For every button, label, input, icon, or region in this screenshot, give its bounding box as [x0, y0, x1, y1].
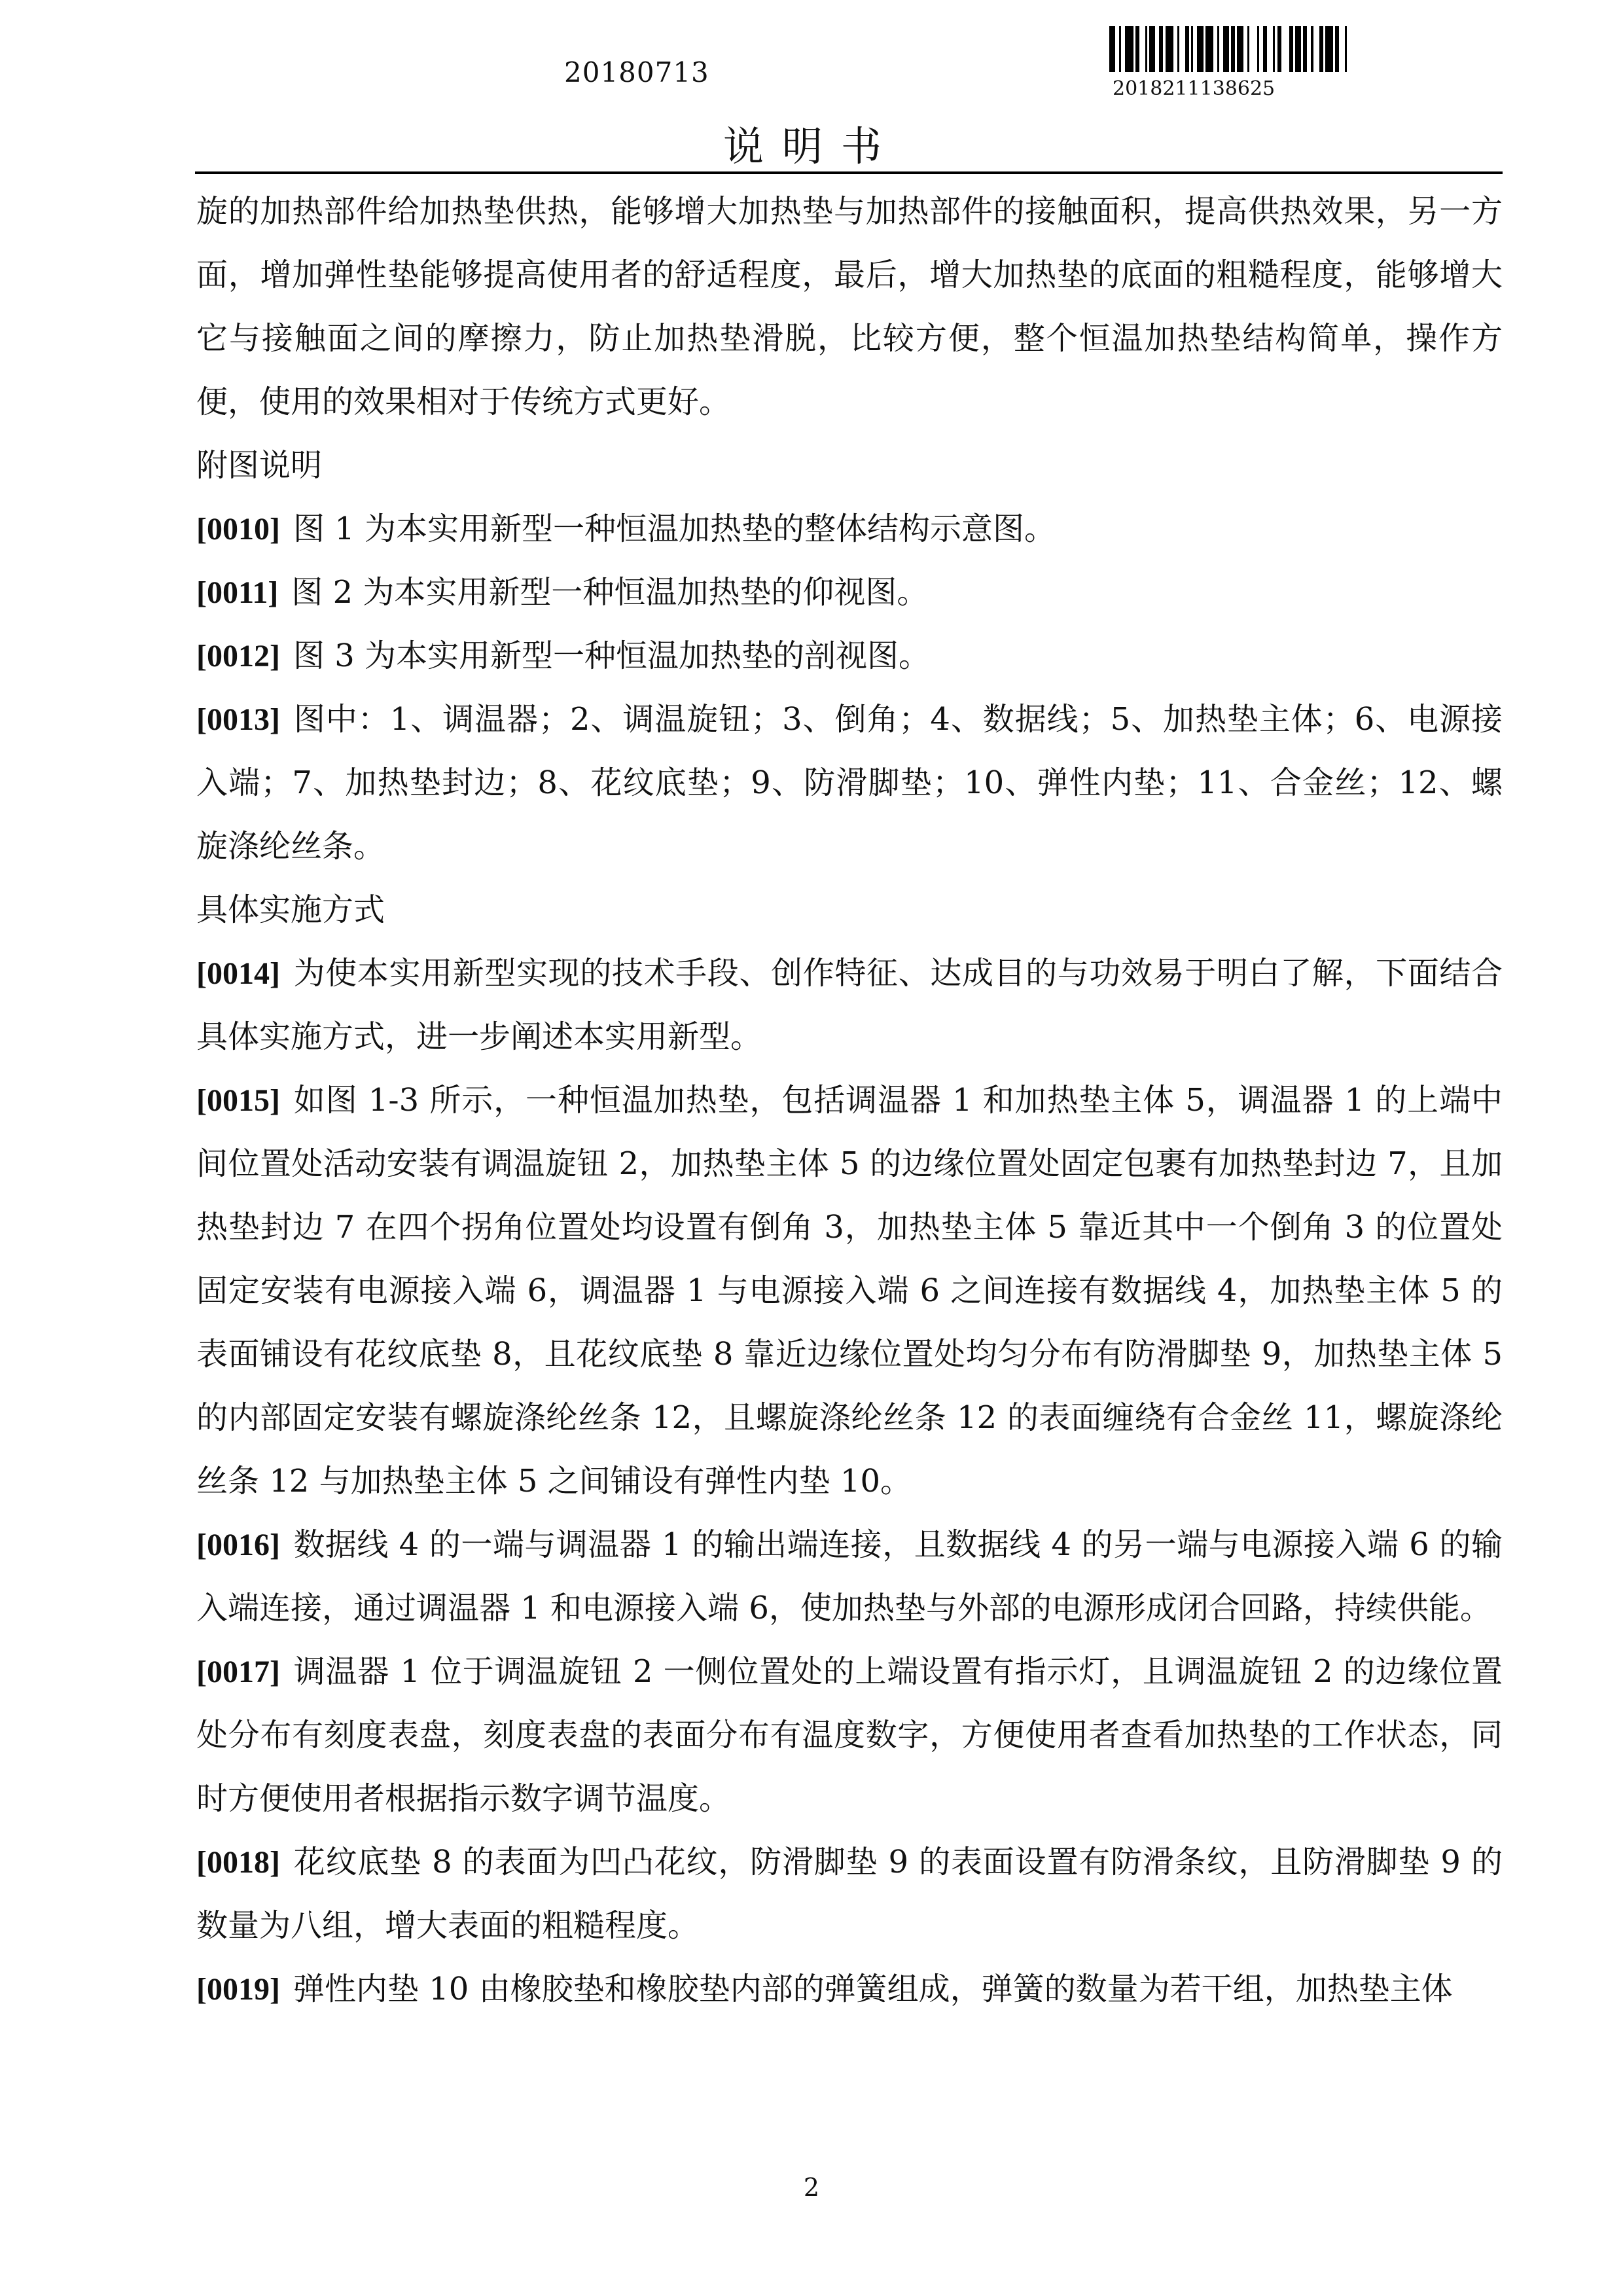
paragraph-number: [0010]: [196, 512, 280, 547]
paragraph-0014: [196, 942, 1503, 1069]
paragraph-text: 花纹底垫 8 的表面为凹凸花纹，防滑脚垫 9 的表面设置有防滑条纹，且防滑脚垫 9 的数量为八组，增大表面的粗糙程度。: [196, 1844, 1503, 1944]
paragraph-text: 数据线 4 的一端与调温器 1 的输出端连接，且数据线 4 的另一端与电源接入端 6 的输入端连接，通过调温器 1 和电源接入端 6，使加热垫与外部的电源形成闭合回路，持续供能。: [196, 1526, 1503, 1626]
paragraph-0018: [196, 1831, 1503, 1958]
section-heading-drawings: 附图说明: [196, 447, 323, 484]
date-stamp: 20180713: [564, 56, 709, 88]
barcode-bar: [1205, 26, 1213, 72]
paragraph-0011: [196, 561, 1503, 624]
barcode-bar: [1325, 26, 1333, 72]
barcode-bar: [1109, 26, 1115, 72]
header-rule: [195, 171, 1503, 174]
barcode-bar: [1149, 26, 1155, 72]
paragraph-text: 如图 1-3 所示，一种恒温加热垫，包括调温器 1 和加热垫主体 5，调温器 1 的上端中间位置处活动安装有调温旋钮 2，加热垫主体 5 的边缘位置处固定包裹有加热垫封边 7，且加热垫封边 7 在四个拐角位置处均设置有倒角 3，加热垫主体 5 靠近其中一个倒角 3 的位置处固定安装有电源接入端 6，调温器 1 与电源接入端 6 之间连接有数据线 4，加热垫主体 5 的表面铺设有花纹底垫 8，且花纹底垫 8 靠近边缘位置处均匀分布有防滑脚垫 9，加热垫主体 5 的内部固定安装有螺旋涤纶丝条 12，且螺旋涤纶丝条 12 的表面缠绕有合金丝 11，螺旋涤纶丝条 12 与加热垫主体 5 之间铺设有弹性内垫 10。: [196, 1082, 1503, 1499]
paragraph-number: [0019]: [196, 1972, 280, 2007]
barcode-bar: [1281, 26, 1289, 72]
paragraph-text: 调温器 1 位于调温旋钮 2 一侧位置处的上端设置有指示灯，且调温旋钮 2 的边缘位置处分布有刻度表盘，刻度表盘的表面分布有温度数字，方便使用者查看加热垫的工作状态，同时方便使用者根据指示数字调节温度。: [196, 1653, 1503, 1817]
paragraph-number: [0013]: [196, 702, 280, 737]
intro-paragraph: 旋的加热部件给加热垫供热，能够增大加热垫与加热部件的接触面积，提高供热效果，另一方面，增加弹性垫能够提高使用者的舒适程度，最后，增大加热垫的底面的粗糙程度，能够增大它与接触面之间的摩擦力，防止加热垫滑脱，比较方便，整个恒温加热垫结构简单，操作方便，使用的效果相对于传统方式更好。: [196, 193, 1503, 420]
paragraph-0016: [196, 1513, 1503, 1640]
paragraph-text: 图 2 为本实用新型一种恒温加热垫的仰视图。: [291, 574, 929, 611]
barcode-bar: [1313, 26, 1319, 72]
paragraph-0019: [196, 1958, 1503, 2021]
barcode: [1109, 26, 1351, 72]
application-number: 2018211138625: [1113, 77, 1275, 100]
document-body: [196, 180, 1503, 2021]
paragraph-0010: [196, 497, 1503, 561]
barcode-bar: [1295, 26, 1301, 72]
paragraph-number: [0018]: [196, 1845, 280, 1880]
paragraph-0017: [196, 1640, 1503, 1831]
paragraph-text: 图中：1、调温器；2、调温旋钮；3、倒角；4、数据线；5、加热垫主体；6、电源接入端；7、加热垫封边；8、花纹底垫；9、防滑脚垫；10、弹性内垫；11、合金丝；12、螺旋涤纶丝条。: [196, 701, 1503, 865]
paragraph-text: 图 1 为本实用新型一种恒温加热垫的整体结构示意图。: [293, 511, 1056, 547]
barcode-bar: [1197, 26, 1203, 72]
barcode-bar: [1339, 26, 1345, 72]
page-title: 说明书: [722, 122, 900, 170]
barcode-bar: [1125, 26, 1133, 72]
paragraph-number: [0017]: [196, 1655, 280, 1689]
barcode-bar: [1237, 26, 1243, 72]
barcode-bar: [1139, 26, 1145, 72]
paragraph-number: [0012]: [196, 639, 280, 673]
paragraph-text: 为使本实用新型实现的技术手段、创作特征、达成目的与功效易于明白了解，下面结合具体实施方式，进一步阐述本实用新型。: [196, 955, 1503, 1055]
paragraph-text: 弹性内垫 10 由橡胶垫和橡胶垫内部的弹簧组成，弹簧的数量为若干组，加热垫主体: [293, 1971, 1453, 2007]
paragraph-text: 图 3 为本实用新型一种恒温加热垫的剖视图。: [293, 637, 931, 674]
barcode-bar: [1179, 26, 1185, 72]
paragraph-0013: [196, 688, 1503, 878]
barcode-bar: [1267, 26, 1273, 72]
paragraph-number: [0011]: [196, 575, 279, 610]
page-number: 2: [803, 2173, 820, 2202]
section-heading-embodiment: 具体实施方式: [196, 891, 385, 928]
barcode-bar: [1166, 26, 1173, 72]
barcode-bar: [1249, 26, 1257, 72]
paragraph-number: [0014]: [196, 956, 280, 991]
barcode-bar: [1223, 26, 1229, 72]
paragraph-0012: [196, 624, 1503, 688]
paragraph-number: [0015]: [196, 1083, 280, 1118]
paragraph-0015: [196, 1069, 1503, 1513]
barcode-bar: [1347, 26, 1351, 72]
paragraph-number: [0016]: [196, 1528, 280, 1562]
